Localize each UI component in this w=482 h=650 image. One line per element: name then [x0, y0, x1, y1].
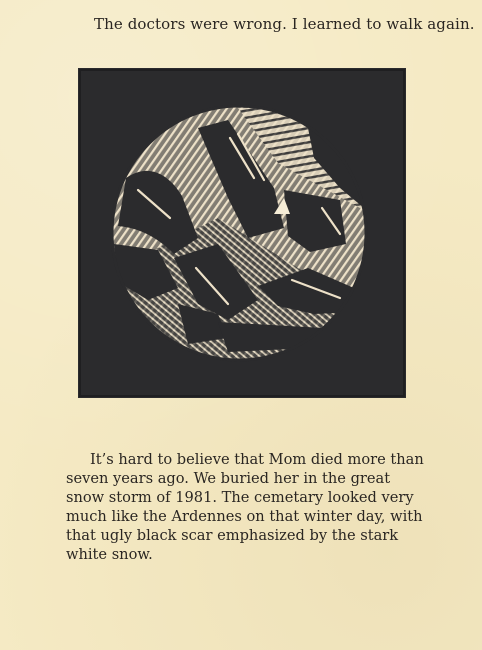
- woodcut-illustration: [78, 68, 406, 398]
- story-paragraph: [66, 450, 426, 564]
- illustration-caption: The doctors were wrong. I learned to walk again.: [94, 15, 475, 33]
- paragraph-text: It’s hard to believe that Mom died more than seven years ago. We buried her in the great snow storm of 1981. The cemetary looked very much like the Ardennes on that winter day, with that ugly black scar emphasized by the stark white snow.: [66, 451, 424, 563]
- woodcut-circle-scene-icon: [78, 68, 406, 398]
